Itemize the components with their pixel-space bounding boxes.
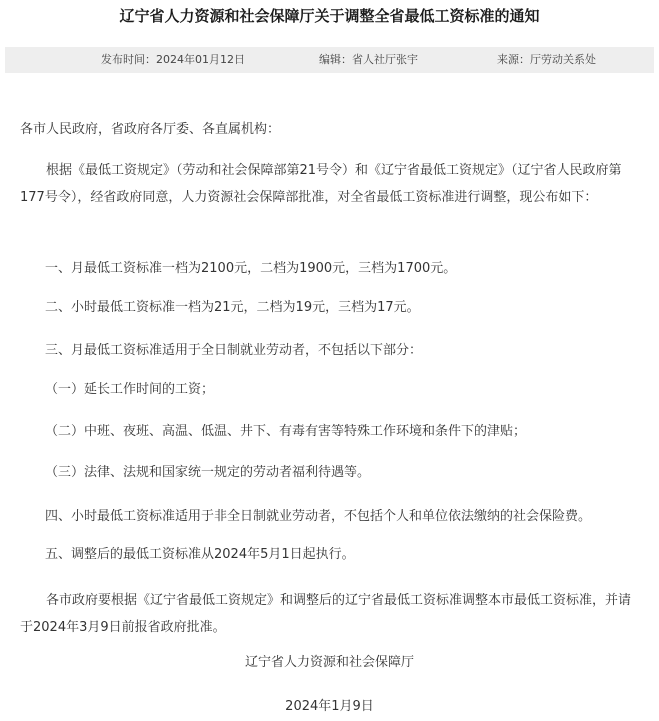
sub-item-3: （三）法律、法规和国家统一规定的劳动者福利待遇等。 [45, 465, 371, 480]
item-1: 一、月最低工资标准一档为2100元，二档为1900元，三档为1700元。 [45, 261, 457, 276]
signature: 辽宁省人力资源和社会保障厅 [244, 655, 414, 670]
intro-paragraph: 根据《最低工资规定》（劳动和社会保障部第21号令）和《辽宁省最低工资规定》（辽宁省人民政府第177号令），经省政府同意，人力资源社会保障部批准，对全省最低工资标准进行调整，现公布如下： [20, 163, 622, 205]
article-meta-bar [5, 47, 654, 73]
item-4: 四、小时最低工资标准适用于非全日制就业劳动者，不包括个人和单位依法缴纳的社会保险费。 [45, 509, 592, 524]
item-3: 三、月最低工资标准适用于全日制就业劳动者，不包括以下部分： [45, 343, 423, 358]
editor: 编辑：省人社厅张宇 [319, 53, 418, 66]
source: 来源：厅劳动关系处 [497, 53, 596, 66]
sub-item-1: （一）延长工作时间的工资； [45, 382, 215, 397]
signature-date: 2024年1月9日 [285, 699, 374, 714]
sub-item-2: （二）中班、夜班、高温、低温、井下、有毒有害等特殊工作环境和条件下的津贴； [45, 424, 527, 439]
item-5: 五、调整后的最低工资标准从2024年5月1日起执行。 [45, 547, 355, 562]
item-2: 二、小时最低工资标准一档为21元，二档为19元，三档为17元。 [45, 300, 420, 315]
closing-paragraph: 各市政府要根据《辽宁省最低工资规定》和调整后的辽宁省最低工资标准调整本市最低工资标准，并请于2024年3月9日前报省政府批准。 [20, 593, 632, 635]
publish-date: 发布时间：2024年01月12日 [101, 53, 245, 66]
article-title: 辽宁省人力资源和社会保障厅关于调整全省最低工资标准的通知 [119, 7, 540, 25]
salutation: 各市人民政府，省政府各厅委、各直属机构： [20, 122, 281, 137]
